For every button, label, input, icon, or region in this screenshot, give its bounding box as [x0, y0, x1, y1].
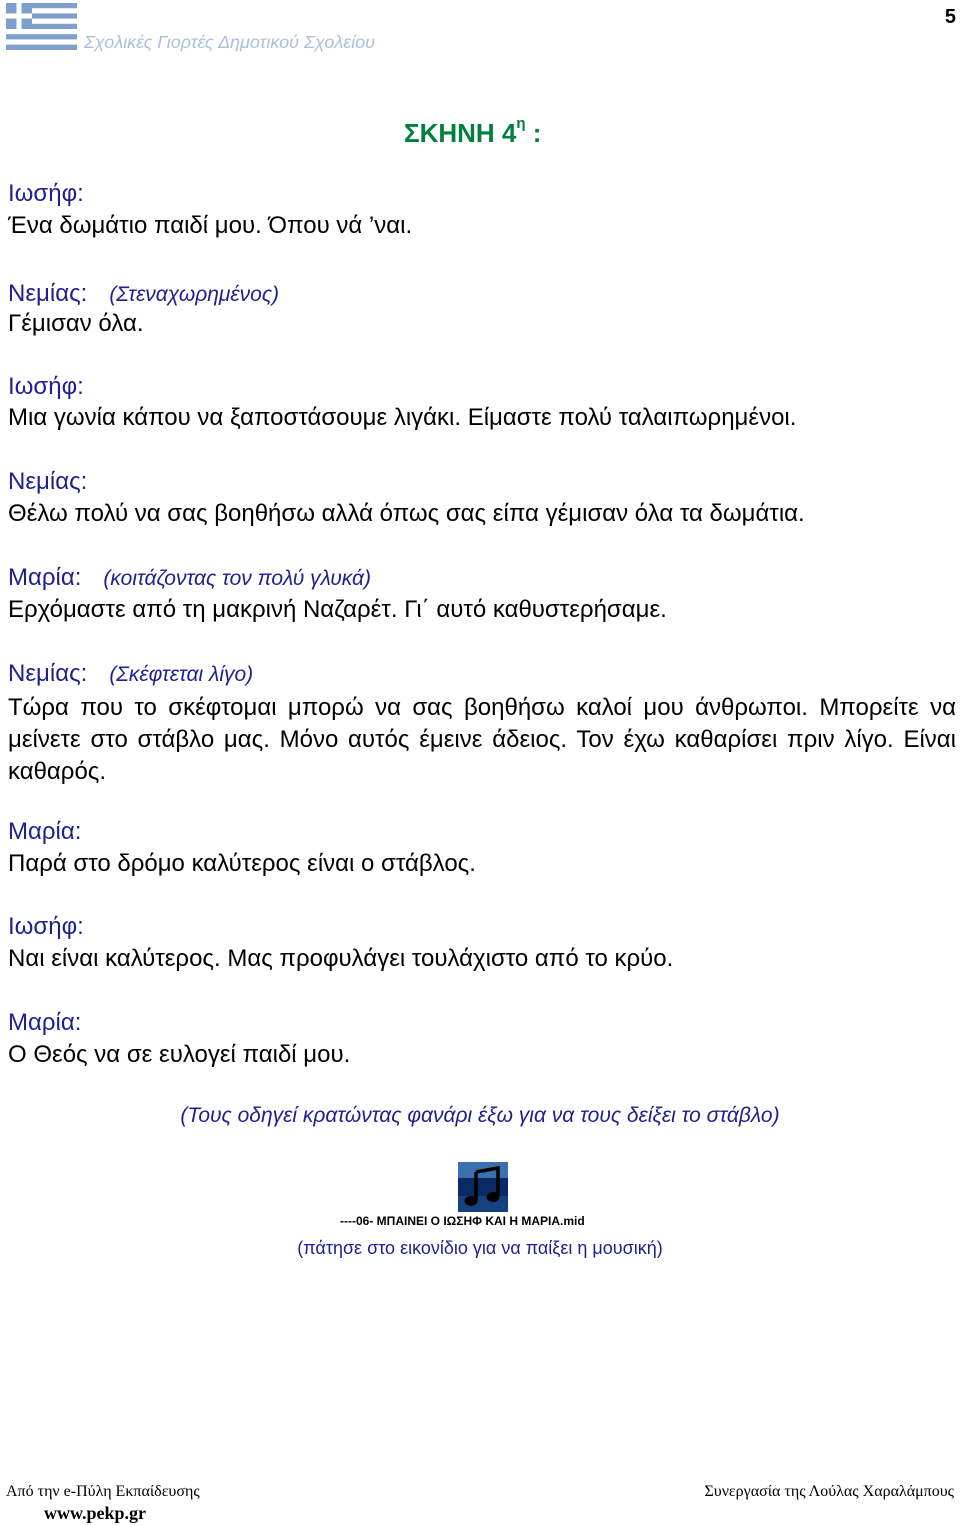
music-hint: (πάτησε στο εικονίδιο για να παίξει η μουσική) — [297, 1238, 663, 1258]
speaker-name: Ιωσήφ: — [8, 373, 84, 400]
speaker-name: Νεμίας: — [8, 468, 88, 495]
music-note-icon[interactable] — [458, 1162, 508, 1212]
dialogue-speaker — [8, 660, 253, 688]
greek-flag-icon — [6, 3, 77, 50]
speaker-name: Ιωσήφ: — [8, 913, 84, 940]
scene-title-superscript: η — [516, 115, 526, 133]
dialogue-line: Παρά στο δρόμο καλύτερος είναι ο στάβλος. — [8, 850, 476, 877]
speaker-name: Μαρία: — [8, 564, 82, 591]
dialogue-speaker — [8, 564, 371, 592]
header-title: Σχολικές Γιορτές Δημοτικού Σχολείου — [84, 32, 376, 52]
music-file-label: ----06- ΜΠΑΙΝΕΙ Ο ΙΩΣΗΦ ΚΑΙ Η ΜΑΡΙΑ.mid — [340, 1214, 585, 1228]
scene-title-suffix: : — [525, 118, 542, 148]
stage-direction: (Σκέφτεται λίγο) — [109, 663, 254, 686]
dialogue-line: Θέλω πολύ να σας βοηθήσω αλλά όπως σας είπα γέμισαν όλα τα δωμάτια. — [8, 500, 805, 527]
dialogue-speaker — [8, 280, 279, 308]
dialogue-speaker — [8, 1009, 81, 1037]
speaker-name: Μαρία: — [8, 1009, 82, 1036]
dialogue-line: Γέμισαν όλα. — [8, 310, 144, 337]
dialogue-speaker — [8, 373, 84, 401]
dialogue-paragraph: Τώρα που το σκέφτομαι μπορώ να σας βοηθήσω καλοί μου άνθρωποι. Μπορείτε να μείνετε στο στάβλο μας. Μόνο αυτός έμεινε άδειος. Τον έχω καθαρίσει πριν λίγο. Είναι καθαρός. — [8, 694, 956, 785]
speaker-name: Νεμίας: — [8, 660, 88, 687]
dialogue-line: Ένα δωμάτιο παιδί μου. Όπου νά ’ναι. — [8, 212, 413, 239]
closing-stage-direction: (Τους οδηγεί κρατώντας φανάρι έξω για να τους δείξει το στάβλο) — [180, 1104, 780, 1127]
stage-direction: (Στεναχωρημένος) — [109, 283, 280, 306]
dialogue-line: Ερχόμαστε από τη μακρινή Ναζαρέτ. Γι΄ αυτό καθυστερήσαμε. — [8, 596, 667, 623]
dialogue-speaker — [8, 180, 84, 208]
dialogue-speaker — [8, 818, 81, 846]
speaker-name: Ιωσήφ: — [8, 180, 84, 207]
scene-title-text: ΣΚΗΝΗ 4 — [404, 118, 517, 148]
footer-url[interactable]: www.pekp.gr — [44, 1503, 147, 1523]
dialogue-line: Μια γωνία κάπου να ξαποστάσουμε λιγάκι. Είμαστε πολύ ταλαιπωρημένοι. — [8, 404, 797, 431]
dialogue-speaker — [8, 913, 84, 941]
dialogue-line: Ο Θεός να σε ευλογεί παιδί μου. — [8, 1041, 351, 1068]
footer-source: Από την e-Πύλη Εκπαίδευσης — [6, 1483, 200, 1500]
page-number: 5 — [944, 6, 956, 28]
speaker-name: Νεμίας: — [8, 280, 88, 307]
dialogue-speaker — [8, 468, 87, 496]
stage-direction: (κοιτάζοντας τον πολύ γλυκά) — [103, 567, 372, 590]
scene-title — [404, 115, 542, 149]
footer-credit: Συνεργασία της Λούλας Χαραλάμπους — [704, 1483, 954, 1500]
dialogue-line: Ναι είναι καλύτερος. Μας προφυλάγει τουλάχιστο από το κρύο. — [8, 945, 674, 972]
speaker-name: Μαρία: — [8, 818, 82, 845]
